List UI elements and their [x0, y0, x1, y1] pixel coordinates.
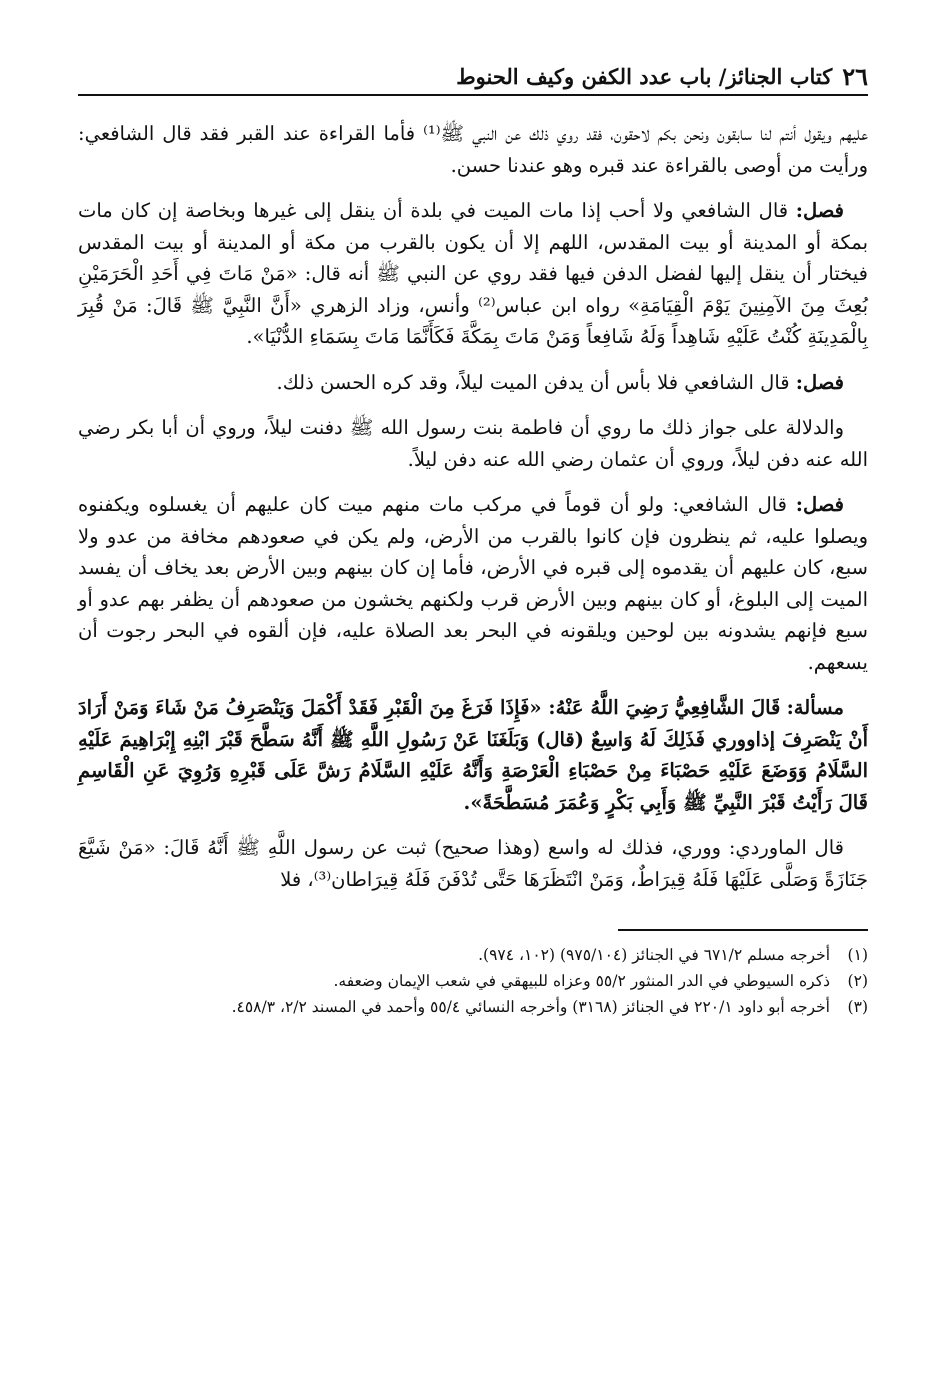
footnote-divider [618, 929, 868, 931]
masala-label: مسألة: [786, 696, 844, 719]
section-label: فصل: [795, 199, 844, 222]
section-label: فصل: [795, 493, 844, 516]
paragraph-text: قال الماوردي: ووري، فذلك له واسع (وهذا صحيح) ثبت عن رسول اللَّهِ ﷺ أَنَّهُ قَالَ: «مَنْ شَيَّعَ جَنَازَةً وَصَلَّى عَلَيْهَا فَلَهُ قِيرَاطٌ، وَمَنْ انْتَظَرَهَا حَتَّى تُدْفَنَ فَلَهُ قِيرَاطان⁽³⁾، فلا [78, 836, 868, 891]
footnote-text: ذكره السيوطي في الدر المنثور ٥٥/٢ وعزاه للبيهقي في شعب الإيمان وضعفه. [333, 972, 830, 990]
paragraph-6 [78, 692, 868, 818]
header-title: كتاب الجنائز/ باب عدد الكفن وكيف الحنوط [456, 64, 833, 89]
footnote-2 [78, 969, 868, 993]
paragraph-1 [78, 118, 868, 181]
footnote-text: أخرجه مسلم ٦٧١/٢ في الجنائز (٩٧٥/١٠٤) (١٠٢، ٩٧٤). [478, 946, 830, 964]
page-number: ٢٦ [842, 62, 868, 91]
paragraph-text: عليهم ويقول أنتم لنا سابقون ونحن بكم لاحقون، فقد روي ذلك عن النبي ﷺ⁽¹⁾ فأما القراءة عند القبر فقد قال الشافعي: ورأيت من أوصى بالقراءة عند قبره وهو عندنا حسن. [78, 122, 868, 177]
paragraph-2 [78, 195, 868, 353]
book-page [78, 50, 868, 1021]
paragraph-text: والدلالة على جواز ذلك ما روي أن فاطمة بنت رسول الله ﷺ دفنت ليلاً، وروي أن أبا بكر رضي الله عنه دفن ليلاً، وروي أن عثمان رضي الله عنه دفن ليلاً. [78, 416, 868, 471]
footnote-number: (٢) [847, 972, 868, 990]
body-text [78, 118, 868, 895]
running-header [78, 50, 868, 96]
paragraph-4 [78, 412, 868, 475]
footnote-number: (١) [847, 946, 868, 964]
section-label: فصل: [795, 370, 844, 394]
paragraph-text: قَالَ الشَّافِعِيُّ رَضِيَ اللَّهُ عَنْهُ: «فَإِذَا فَرَغَ مِنَ الْقَبْرِ فَقَدْ أَكْمَلَ وَيَنْصَرِفُ مَنْ شَاءَ وَمَنْ أَرَادَ أَنْ يَنْصَرِفَ إذاووري فَذَلِكَ لَهُ وَاسِعٌ (قال) وَبَلَغَنَا عَنْ رَسُولِ اللَّهِ ﷺ أَنَّهُ سَطَّحَ قَبْرَ ابْنِهِ إِبْرَاهِيمَ عَلَيْهِ السَّلَامُ وَوَضَعَ عَلَيْهِ حَصْبَاءَ مِنْ حَصْبَاءِ الْعَرْصَةِ وَأَنَّهُ عَلَيْهِ السَّلَامُ رَشَّ عَلَى قَبْرِهِ وَرُوِيَ عَنِ الْقَاسِمِ قَالَ رَأَيْتُ قَبْرَ النَّبِيِّ ﷺ وَأَبِي بَكْرٍ وَعُمَرَ مُسَطَّحَةً». [78, 696, 868, 814]
footnote-1 [78, 943, 868, 967]
footnote-3 [78, 995, 868, 1019]
paragraph-7 [78, 832, 868, 895]
footnote-number: (٣) [847, 998, 868, 1016]
paragraph-text: قال الشافعي فلا بأس أن يدفن الميت ليلاً، وقد كره الحسن ذلك. [276, 370, 790, 394]
paragraph-text: قال الشافعي: ولو أن قوماً في مركب مات منهم ميت كان عليهم أن يغسلوه ويكفنوه ويصلوا عليه، ثم ينظرون فإن كانوا بالقرب من الأرض، ولم يكن في صعودهم مخافة من عدو ولا سبع، كان عليهم أن يقدموه إلى قبره في الأرض، فأما إن كان بينهم وبين الأرض بعد يخاف أن يفسد الميت إلى البلوغ، أو كان بينهم وبين الأرض قرب ولكنهم يخشون من صعودهم أن يظفر بهم عدو أو سبع فإنهم يشدونه بين لوحين ويلقونه في البحر بعد الصلاة عليه، فإن ألقوه في البحر رجوت أن يسعهم. [78, 493, 868, 674]
paragraph-text: قال الشافعي ولا أحب إذا مات الميت في بلدة أن ينقل إلى غيرها وبخاصة إن كان مات بمكة أو المدينة أو بيت المقدس، اللهم إلا أن يكون بالقرب من مكة أو المدينة أو بيت المقدس فيختار أن ينقل إليها لفضل الدفن فيها فقد روي عن النبي ﷺ أنه قال: «مَنْ مَاتَ فِي أَحَدِ الْحَرَمَيْنِ بُعِثَ مِنَ الآمِنِينَ يَوْمَ الْقِيَامَةِ» رواه ابن عباس⁽²⁾ وأنس، وزاد الزهري «أَنَّ النَّبِيَّ ﷺ قَالَ: مَنْ قُبِرَ بِالْمَدِينَةِ كُنْتُ عَلَيْهِ شَاهِداً وَلَهُ شَافِعاً وَمَنْ مَاتَ بِمَكَّةَ فَكَأَنَّمَا مَاتَ بِسَمَاءِ الدُّنْيَا». [78, 199, 868, 348]
paragraph-5 [78, 489, 868, 678]
footnote-text: أخرجه أبو داود ٢٢٠/١ في الجنائز (٣١٦٨) وأخرجه النسائي ٥٥/٤ وأحمد في المسند ٢/٢، ٤٥٨/٣. [231, 998, 830, 1016]
paragraph-3 [78, 367, 868, 399]
footnotes [78, 943, 868, 1019]
